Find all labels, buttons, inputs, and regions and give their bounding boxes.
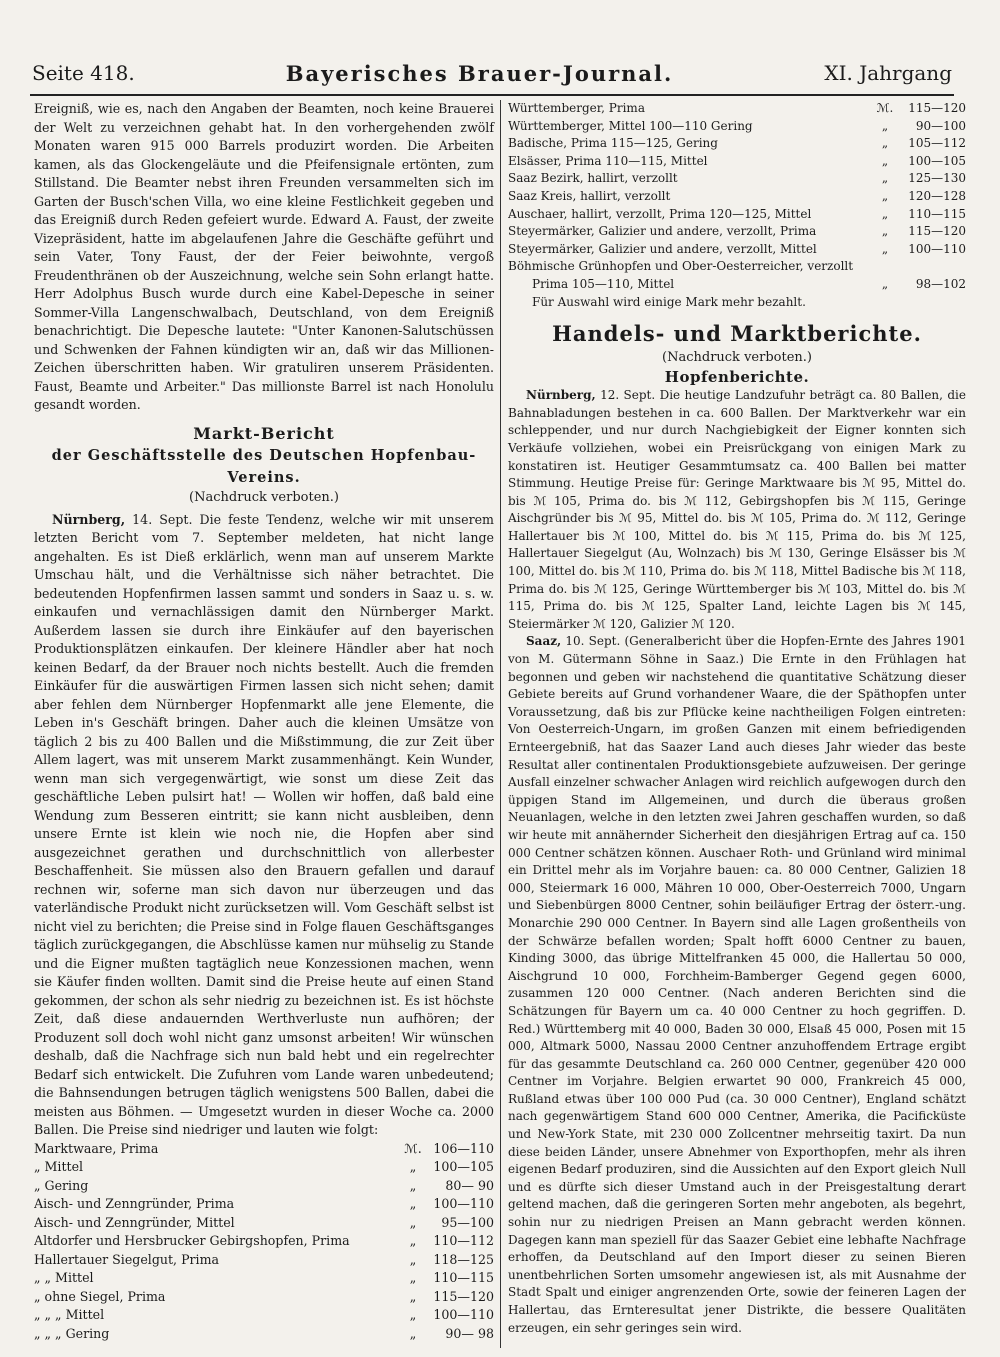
price-name: Aisch- und Zenngründer, Prima	[34, 1196, 235, 1211]
price-value: 110—115	[433, 1270, 494, 1285]
price-name: „ „ „ Mittel	[34, 1307, 105, 1322]
section-heading: Handels- und Marktberichte.	[552, 321, 922, 347]
hop-reports-heading: Hopfenberichte.	[664, 368, 810, 387]
price-mark: „	[409, 1307, 417, 1322]
price-value: 115—120	[433, 1288, 494, 1304]
price-name: „ „ Mittel	[34, 1270, 94, 1285]
price-name: „ Mittel	[34, 1159, 84, 1174]
price-mark: „	[881, 224, 889, 239]
volume-label: XI. Jahrgang	[824, 61, 952, 85]
reprint-notice: (Nachdruck verboten.)	[189, 489, 339, 505]
price-row	[34, 1232, 494, 1251]
price-mark: „	[881, 118, 889, 133]
price-row	[508, 241, 966, 259]
price-row	[508, 118, 966, 136]
price-value: 118—125	[433, 1251, 494, 1267]
price-value: 106—110	[433, 1140, 494, 1156]
price-mark: „	[881, 188, 889, 203]
price-mark: „	[409, 1270, 417, 1285]
price-row	[508, 170, 966, 188]
price-value: 80— 90	[445, 1177, 494, 1193]
price-name: „ „ „ Gering	[34, 1325, 110, 1341]
price-value: 100—105	[908, 153, 966, 168]
price-row	[508, 188, 966, 206]
price-row	[34, 1195, 494, 1214]
price-name: Auschaer, hallirt, verzollt, Prima 120—125, Mittel	[508, 206, 812, 221]
price-name: Hallertauer Siegelgut, Prima	[34, 1251, 220, 1267]
price-row	[34, 1214, 494, 1233]
price-mark: „	[881, 206, 889, 221]
city-name: Nürnberg,	[52, 511, 126, 527]
price-mark: „	[881, 136, 889, 151]
price-row	[508, 276, 966, 294]
price-mark: „	[881, 153, 889, 168]
price-row	[34, 1306, 494, 1325]
price-mark: „	[409, 1325, 417, 1341]
price-name: Aisch- und Zenngründer, Mittel	[34, 1214, 235, 1230]
city-name: Saaz,	[526, 634, 562, 649]
price-row	[508, 223, 966, 241]
market-report-paragraph	[34, 511, 494, 1140]
price-name: Württemberger, Mittel 100—110 Gering	[508, 118, 753, 133]
price-mark: „	[881, 241, 889, 256]
price-name: „ ohne Siegel, Prima	[34, 1288, 166, 1304]
price-value: 125—130	[908, 171, 966, 186]
market-report-subheading: der Geschäftsstelle des Deutschen Hopfenbau-Vereins.	[51, 446, 477, 486]
intro-paragraph: Ereigniß, wie es, nach den Angaben der Beamten, noch keine Brauerei der Welt zu verzeichnen gehabt hat. In den vorhergehenden zwölf Monaten waren 915 000 Barrels produzirt worden. Die Arbeiten kamen, als das Glockengeläute und die Pfeifensignale ertönten, zum Stillstand. Die Beamter nebst ihren Freunden versammelten sich im Garten der Busch'schen Villa, wo eine kleine Festlichkeit gegeben und das Ereigniß durch Reden gefeiert wurde. Edward A. Faust, der zweite Vizepräsident, hatte im abgelaufenen Jahre die Geschäfte geführt und sein Vater, Tony Faust, der der Feier beiwohnte, vergoß Freudenthränen ob der Auszeichnung, welche sein Sohn erlangt hatte. Herr Adolphus Busch wurde durch eine Kabel-Depesche in seiner Sommer-Villa Langenschwalbach, Deutschland, von dem Ereigniß benachrichtigt. Die Depesche lautete: "Unter Kanonen-Salutschüssen und Schwenken der Fahnen kündigten wir an, daß wir das Millionen-Zeichen überschritten haben. Wir gratuliren unserem Präsidenten. Faust, Beamte und Arbeiter." Das millionste Barrel ist nach Honolulu gesandt worden.	[34, 101, 494, 412]
price-row	[34, 1325, 494, 1344]
price-name: „ Gering	[34, 1177, 89, 1193]
price-name: Badische, Prima 115—125, Gering	[508, 136, 718, 151]
choice-note: Für Auswahl wird einige Mark mehr bezahlt.	[532, 294, 806, 309]
price-row	[508, 206, 966, 224]
price-row	[34, 1269, 494, 1288]
price-mark: „	[881, 171, 889, 186]
price-value: 100—110	[908, 241, 966, 256]
page-header	[32, 58, 952, 88]
price-value: 95—100	[441, 1214, 494, 1230]
column-divider	[500, 100, 501, 1348]
price-value: 90— 98	[445, 1325, 494, 1341]
price-mark: „	[409, 1177, 417, 1193]
price-value: 90—100	[915, 118, 966, 133]
price-mark: „	[881, 276, 889, 291]
market-report-text: 14. Sept. Die feste Tendenz, welche wir mit unserem letzten Bericht vom 7. September meldeten, hat nicht lange angehalten. Es ist Dieß erklärlich, wenn man auf unserem Markte Umschau hält, und die Verhältnisse sich näher betrachtet. Die bedeutenden Hopfenfirmen lassen sammt und sonders in Saaz u. s. w. einkaufen und vernachlässigen damit den Nürnberger Markt. Außerdem lassen sie durch ihre Einkäufer auf den bayerischen Produktionsplätzen einkaufen. Der kleinere Händler aber hat noch keinen Bedarf, da der Brauer noch nichts bestellt. Auch die fremden Einkäufer für die auswärtigen Firmen lassen sich nicht sehen; damit aber fehlen dem Nürnberger Hopfenmarkt alle jene Elemente, die Leben in's Geschäft bringen. Daher auch die kleinen Umsätze von täglich 2 bis zu 400 Ballen und die Mißstimmung, die zur Zeit über Allem lagert, was mit unserem Markt zusammenhängt. Kein Wunder, wenn man sich vergegenwärtigt, wie sonst um diese Zeit das geschäftliche Leben pulsirt hat! — Wollen wir hoffen, daß bald eine Wendung zum Besseren eintritt; sie kann nicht ausbleiben, denn unsere Ernte ist klein wie noch nie, die Hopfen aber sind ausgezeichnet gerathen und durchschnittlich von allerbester Beschaffenheit. Sie müssen also den Brauern gefallen und darauf rechnen wir, soferne man sich davon nur überzeugen und das vaterländische Produkt nicht zurücksetzen will. Vom Geschäft selbst ist nicht viel zu berichten; die Preise sind in Folge flauen Geschäftsganges täglich zurückgegangen, die Abschlüsse kamen nur mühselig zu Stande und die Eigner mußten tagtäglich neue Konzessionen machen, wenn sie Käufer finden wollten. Damit sind die Preise heute auf einen Stand gekommen, der schon als sehr niedrig zu bezeichnen ist. Es ist höchste Zeit, daß diese andauernden Werthverluste nun aufhören; der Produzent soll doch wohl nicht ganz umsonst arbeiten! Wir wünschen deshalb, daß die Nachfrage sich nun bald hebt und ein regelrechter Bedarf sich entwickelt. Die Zufuhren vom Lande waren unbedeutend; die Bahnsendungen betrugen täglich wenigstens 500 Ballen, dabei die meisten aus Böhmen. — Umgesetzt wurden in dieser Woche ca. 2000 Ballen. Die Preise sind niedriger und lauten wie folgt:	[34, 511, 494, 1137]
price-value: 100—110	[433, 1196, 494, 1211]
price-name: Altdorfer und Hersbrucker Gebirgshopfen, Prima	[34, 1233, 350, 1248]
price-mark: ℳ.	[876, 101, 894, 115]
saaz-report-text: 10. Sept. (Generalbericht über die Hopfen-Ernte des Jahres 1901 von M. Gütermann Söhne in Saaz.) Die Ernte in den Frühlagen hat begonnen und geben wir nachstehend die quantitative Schätzung dieser Gebiete bereits auf Grund vorhandener Waare, die der Späthopfen unter Voraussetzung, daß bis zur Pflücke keine nachtheiligen Folgen eintreten: Von Oesterreich-Ungarn, im großen Ganzen mit einem befriedigenden Ernteergebniß, hat das Saazer Land auch dieses Jahr wieder das beste Resultat aller continentalen Produktionsgebiete aufzuweisen. Der geringe Ausfall einzelner schwacher Anlagen wird reichlich aufgewogen durch den üppigen Stand im Allgemeinen, und durch die überaus großen Neuanlagen, welche in den letzten zwei Jahren geschaffen wurden, so daß wir heute mit annähernder Sicherheit den diesjährigen Ertrag auf ca. 150 000 Centner schätzen können. Auschaer Roth- und Grünland wird minimal ein Drittel mehr als im Vorjahre bauen: ca. 80 000 Centner, Galizien 18 000, Steiermark 16 000, Mähren 10 000, Ober-Oesterreich 7000, Ungarn und Siebenbürgen 8000 Centner, sohin beiläufiger Ertrag der österr.-ung. Monarchie 290 000 Centner. In Bayern sind alle Lagen großentheils von der Schwärze befallen worden; Spalt hofft 6000 Centner zu bauen, Kinding 3000, das übrige Mittelfranken 45 000, die Hallertau 50 000, Aischgrund 10 000, Forchheim-Bamberger Gegend gegen 6000, zusammen 120 000 Centner. (Nach anderen Berichten sind die Schätzungen für Bayern um ca. 40 000 Centner zu hoch gegriffen. D. Red.) Württemberg mit 40 000, Baden 30 000, Elsaß 45 000, Posen mit 15 000, Altmark 5000, Nassau 2000 Centner anzuhoffendem Ertrage ergibt für das gesammte Deutschland ca. 260 000 Centner, gegenüber 420 000 Centner im Vorjahre. Belgien erwartet 90 000, Frankreich 45 000, Rußland etwas über 100 000 Pud (ca. 30 000 Centner), England schätzt nach gegenwärtigem Stand 600 000 Centner, Amerika, die Pacificküste und New-York State, mit 230 000 Zollcentner mehrseitig taxirt. Da nun diese beiden Länder, unsere Abnehmer von Exporthopfen, mehr als ihren eigenen Bedarf produziren, sind die Aussichten auf den Export gleich Null und es dürfte sich dieser Umstand auch in der Preisgestaltung derart geltend machen, daß die geringeren Sorten mehr angeboten, als begehrt, sohin nur zu niedrigen Preisen an Mann gebracht werden können. Dagegen kann man speziell für das Saazer Gebiet eine lebhafte Nachfrage erhoffen, da Deutschland auf den Import dieser zu seinen Bieren unentbehrlichen Sorten umsomehr angewiesen ist, als mit Ausnahme der Stadt Spalt und einiger angrenzenden Orte, sowie der feineren Lagen der Hallertau, das Ernteresultat jener Distrikte, die bessere Qualitäten erzeugen, ein sehr geringes sein wird.	[508, 634, 966, 1335]
price-name: Prima 105—110, Mittel	[532, 276, 675, 291]
right-column	[508, 100, 966, 1337]
price-row	[34, 1177, 494, 1196]
price-row	[34, 1158, 494, 1177]
city-name: Nürnberg,	[526, 388, 596, 403]
journal-title: Bayerisches Brauer-Journal.	[285, 60, 674, 86]
header-rule	[30, 94, 954, 96]
price-value: 100—105	[433, 1159, 494, 1174]
nuremberg-report	[508, 387, 966, 633]
reprint-notice: (Nachdruck verboten.)	[662, 350, 812, 366]
price-row	[508, 135, 966, 153]
price-value: 120—128	[908, 188, 966, 203]
price-row	[34, 1288, 494, 1307]
price-name: Württemberger, Prima	[508, 101, 645, 115]
price-name: Saaz Bezirk, hallirt, verzollt	[508, 171, 678, 186]
price-name: Steyermärker, Galizier und andere, verzollt, Prima	[508, 224, 817, 239]
nuremberg-report-text: 12. Sept. Die heutige Landzufuhr beträgt ca. 80 Ballen, die Bahnabladungen bestehen in ca. 600 Ballen. Der Marktverkehr war ein schleppender, und nur durch Nachgiebigkeit der Eigner konnten sich Verkäufe vollziehen, wobei ein Preisrückgang von einigen Mark zu konstatiren ist. Heutiger Gesammtumsatz ca. 400 Ballen bei matter Stimmung. Heutige Preise für: Geringe Marktwaare bis ℳ 95, Mittel do. bis ℳ 105, Prima do. bis ℳ 112, Gebirgshopfen bis ℳ 115, Geringe Aischgründer bis ℳ 95, Mittel do. bis ℳ 105, Prima do. ℳ 112, Geringe Hallertauer bis ℳ 100, Mittel do. bis ℳ 115, Prima do. bis ℳ 125, Hallertauer Siegelgut (Au, Wolnzach) bis ℳ 130, Geringe Elsässer bis ℳ 100, Mittel do. bis ℳ 110, Prima do. bis ℳ 118, Mittel Badische bis ℳ 118, Prima do. bis ℳ 125, Geringe Württemberger bis ℳ 103, Mittel do. bis ℳ 115, Prima do. bis ℳ 125, Spalter Land, leichte Lagen bis ℳ 145, Steiermärker ℳ 120, Galizier ℳ 120.	[508, 388, 966, 631]
price-row	[508, 100, 966, 118]
price-row	[34, 1140, 494, 1159]
price-value: 115—120	[908, 101, 966, 115]
price-mark: „	[409, 1159, 417, 1174]
market-report-heading: Markt-Bericht	[193, 423, 335, 443]
price-name: Saaz Kreis, hallirt, verzollt	[508, 188, 671, 203]
page-number: Seite 418.	[32, 61, 135, 85]
saaz-report	[508, 633, 966, 1337]
price-name: Marktwaare, Prima	[34, 1140, 159, 1156]
price-row	[508, 258, 966, 276]
price-value: 98—102	[915, 276, 966, 291]
price-name: Böhmische Grünhopfen und Ober-Oesterreicher, verzollt	[508, 259, 854, 274]
price-mark: „	[409, 1214, 417, 1230]
price-name: Steyermärker, Galizier und andere, verzollt, Mittel	[508, 241, 817, 256]
price-name: Elsässer, Prima 110—115, Mittel	[508, 153, 708, 168]
price-row	[508, 153, 966, 171]
price-mark: ℳ.	[404, 1140, 422, 1156]
price-value: 105—112	[908, 136, 966, 151]
price-value: 110—112	[433, 1233, 494, 1248]
price-value: 100—110	[433, 1307, 494, 1322]
price-mark: „	[409, 1196, 417, 1211]
price-list-left	[34, 1140, 494, 1344]
price-value: 110—115	[908, 206, 966, 221]
price-mark: „	[409, 1251, 417, 1267]
price-mark: „	[409, 1233, 417, 1248]
price-mark: „	[409, 1288, 417, 1304]
left-column	[34, 100, 494, 1343]
price-row	[34, 1251, 494, 1270]
price-list-right	[508, 100, 966, 258]
price-value: 115—120	[908, 224, 966, 239]
